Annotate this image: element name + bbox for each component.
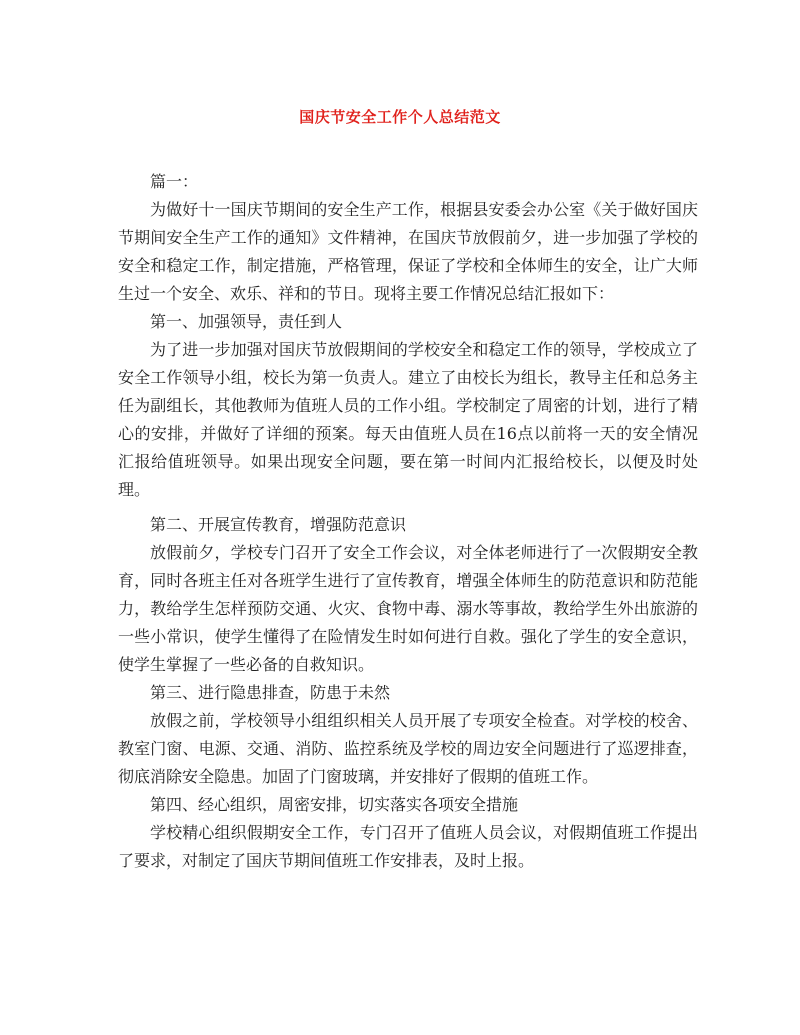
paragraph: 放假之前，学校领导小组组织相关人员开展了专项安全检查。对学校的校舍、教室门窗、电源、交通、消防、监控系统及学校的周边安全问题进行了巡逻排查，彻底消除安全隐患。加固了门窗玻璃，并安排好了假期的值班工作。 [118, 711, 698, 786]
paragraph: 为做好十一国庆节期间的安全生产工作，根据县安委会办公室《关于做好国庆节期间安全生产工作的通知》文件精神，在国庆节放假前夕，进一步加强了学校的安全和稳定工作，制定措施，严格管理，保证了学校和全体师生的安全，让广大师生过一个安全、欢乐、祥和的节日。现将主要工作情况总结汇报如下： [118, 200, 698, 303]
paragraph: 为了进一步加强对国庆节放假期间的学校安全和稳定工作的领导，学校成立了安全工作领导小组，校长为第一负责人。建立了由校长为组长，教导主任和总务主任为副组长，其他教师为值班人员的工作小组。学校制定了周密的计划，进行了精心的安排，并做好了详细的预案。每天由值班人员在16点以前将一天的安全情况汇报给值班领导。如果出现安全问题，要在第一时间内汇报给校长，以便及时处理。 [118, 340, 698, 499]
section-heading: 第三、进行隐患排查，防患于未然 [150, 683, 391, 702]
document-body [118, 168, 698, 875]
paragraph: 放假前夕，学校专门召开了安全工作会议，对全体老师进行了一次假期安全教育，同时各班主任对各班学生进行了宣传教育，增强全体师生的防范意识和防范能力，教给学生怎样预防交通、火灾、食物中毒、溺水等事故，教给学生外出旅游的一些小常识，使学生懂得了在险情发生时如何进行自救。强化了学生的安全意识，使学生掌握了一些必备的自救知识。 [118, 543, 698, 674]
paragraph: 学校精心组织假期安全工作，专门召开了值班人员会议，对假期值班工作提出了要求，对制定了国庆节期间值班工作安排表，及时上报。 [118, 823, 698, 870]
section-label: 篇一： [150, 172, 199, 191]
document-title: 国庆节安全工作个人总结范文 [299, 108, 501, 126]
section-heading: 第一、加强领导，责任到人 [150, 312, 343, 331]
section-heading: 第四、经心组织，周密安排，切实落实各项安全措施 [150, 795, 519, 814]
section-heading: 第二、开展宣传教育，增强防范意识 [150, 515, 407, 534]
